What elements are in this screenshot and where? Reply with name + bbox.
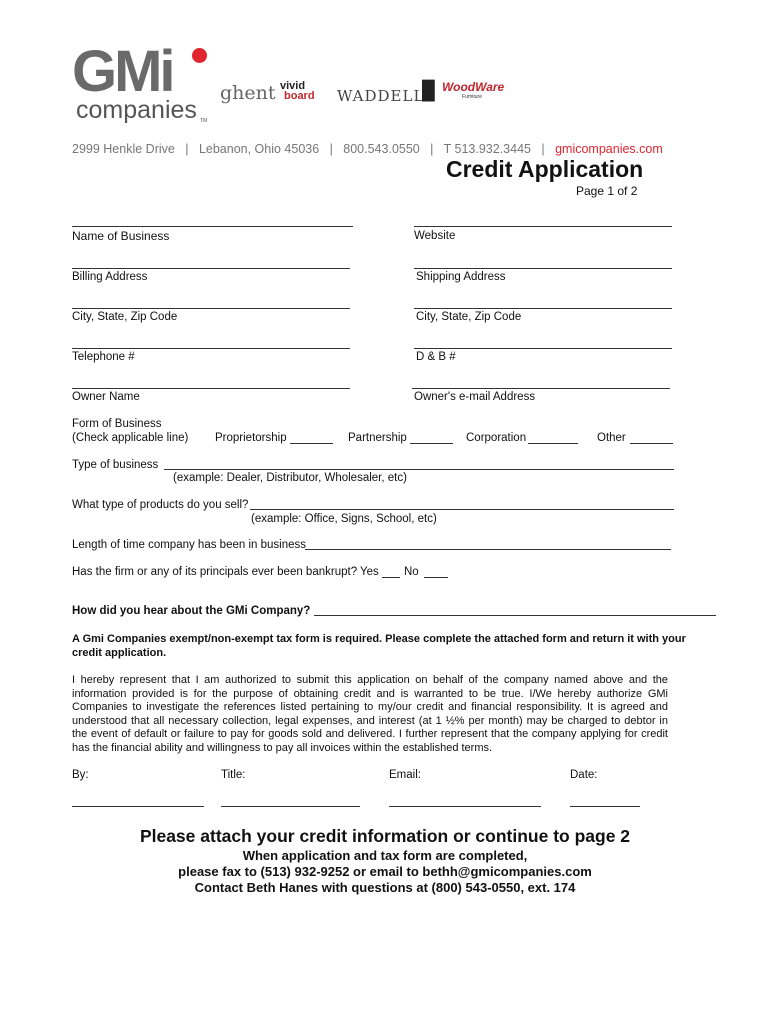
option-partnership: Partnership bbox=[348, 432, 407, 444]
other-line[interactable] bbox=[630, 443, 673, 444]
partnership-line[interactable] bbox=[410, 443, 453, 444]
logo-dot bbox=[192, 48, 207, 63]
address-web[interactable]: gmicompanies.com bbox=[555, 142, 663, 156]
title-label: Title: bbox=[221, 769, 246, 781]
date-label: Date: bbox=[570, 769, 598, 781]
owner-email-label: Owner's e-mail Address bbox=[414, 391, 536, 403]
brand-woodware: WoodWare bbox=[442, 80, 505, 94]
address-bar bbox=[72, 142, 663, 156]
address-tel: T 513.932.3445 bbox=[443, 142, 531, 156]
logo-main: GMi bbox=[72, 39, 173, 104]
products-label: What type of products do you sell? bbox=[72, 499, 249, 511]
footer-line1: When application and tax form are completed, bbox=[242, 848, 528, 863]
address-sep: | bbox=[430, 142, 434, 156]
title-line[interactable] bbox=[221, 806, 360, 807]
by-line[interactable] bbox=[72, 806, 204, 807]
footer-headline: Please attach your credit information or continue to page 2 bbox=[139, 826, 631, 846]
bankrupt-no-label: No bbox=[404, 566, 419, 578]
option-proprietorship: Proprietorship bbox=[215, 432, 287, 444]
brand-waddell: WADDELL bbox=[337, 87, 425, 105]
shipping-line[interactable] bbox=[414, 268, 672, 269]
type-of-business-example: (example: Dealer, Distributor, Wholesaler, etc) bbox=[173, 472, 407, 484]
hear-line[interactable] bbox=[314, 615, 716, 616]
address-sep: | bbox=[329, 142, 333, 156]
date-line[interactable] bbox=[570, 806, 640, 807]
website-line[interactable] bbox=[414, 226, 672, 227]
products-example: (example: Office, Signs, School, etc) bbox=[251, 513, 437, 525]
address-city: Lebanon, Ohio 45036 bbox=[198, 142, 320, 156]
form-of-business-hint: (Check applicable line) bbox=[72, 432, 189, 444]
length-label: Length of time company has been in business bbox=[72, 539, 306, 551]
option-corporation: Corporation bbox=[466, 432, 527, 444]
address-phone: 800.543.0550 bbox=[343, 142, 420, 156]
city-left-label: City, State, Zip Code bbox=[72, 311, 178, 323]
hear-label: How did you hear about the GMi Company? bbox=[72, 605, 311, 617]
address-sep: | bbox=[185, 142, 189, 156]
products-line[interactable] bbox=[250, 509, 674, 510]
logo-tm: TM bbox=[200, 118, 208, 124]
type-of-business-label: Type of business bbox=[72, 459, 159, 471]
type-of-business-line[interactable] bbox=[164, 469, 674, 470]
brand-ghent: ghent bbox=[220, 82, 276, 104]
option-other: Other bbox=[597, 432, 626, 444]
shipping-label: Shipping Address bbox=[416, 271, 506, 283]
length-line[interactable] bbox=[305, 549, 671, 550]
footer-line3: Contact Beth Hanes with questions at (800) 543-0550, ext. 174 bbox=[194, 880, 576, 895]
gmi-logo bbox=[72, 39, 212, 134]
address-sep: | bbox=[541, 142, 545, 156]
tax-notice: A Gmi Companies exempt/non-exempt tax form is required. Please complete the attached form and return it with your credit application. bbox=[72, 633, 686, 659]
page-title: Credit Application bbox=[446, 156, 644, 182]
brand-vivid-bottom: board bbox=[284, 90, 315, 102]
bankrupt-yes-line[interactable] bbox=[382, 577, 400, 578]
brand-vivid-top: vivid bbox=[280, 80, 306, 92]
dnb-line[interactable] bbox=[414, 348, 672, 349]
page-number: Page 1 of 2 bbox=[576, 184, 638, 198]
owner-email-line[interactable] bbox=[412, 388, 670, 389]
email-label: Email: bbox=[389, 769, 421, 781]
website-label: Website bbox=[414, 230, 456, 242]
dnb-label: D & B # bbox=[416, 351, 456, 363]
woodware-icon: █ bbox=[422, 80, 435, 100]
telephone-line[interactable] bbox=[72, 348, 350, 349]
address-street: 2999 Henkle Drive bbox=[72, 142, 175, 156]
corporation-line[interactable] bbox=[528, 443, 578, 444]
authorization-text: I hereby represent that I am authorized to submit this application on behalf of the company named above and the information provided is for the purpose of obtaining credit and is warranted to be true. I/We hereby authorize GMi Companies to investigate the references listed pertaining to my/our credit and financial responsibility. It is agreed and understood that all necessary collection, legal expenses, and interest (at 1 ½% per month) may be charged to debtor in the event of default or failure to pay for goods sold and delivered. I further represent that the company applying for credit has the financial ability and willingness to pay all invoices within the established terms. bbox=[72, 674, 668, 754]
owner-line[interactable] bbox=[72, 388, 350, 389]
proprietorship-line[interactable] bbox=[290, 443, 333, 444]
city-left-line[interactable] bbox=[72, 308, 350, 309]
form-of-business-label: Form of Business bbox=[72, 418, 162, 430]
email-line[interactable] bbox=[389, 806, 541, 807]
billing-line[interactable] bbox=[72, 268, 350, 269]
business-name-line[interactable] bbox=[72, 226, 353, 227]
by-label: By: bbox=[72, 769, 89, 781]
footer-line2: please fax to (513) 932-9252 or email to bethh@gmicompanies.com bbox=[178, 864, 592, 879]
bankrupt-question: Has the firm or any of its principals ever been bankrupt? bbox=[72, 566, 358, 578]
bankrupt-no-line[interactable] bbox=[424, 577, 448, 578]
city-right-line[interactable] bbox=[414, 308, 672, 309]
bankrupt-yes-label: Yes bbox=[360, 566, 379, 578]
business-name-label: Name of Business bbox=[72, 229, 170, 243]
billing-label: Billing Address bbox=[72, 271, 148, 283]
owner-label: Owner Name bbox=[72, 391, 140, 403]
city-right-label: City, State, Zip Code bbox=[416, 311, 522, 323]
logo-sub: companies bbox=[76, 96, 197, 124]
telephone-label: Telephone # bbox=[72, 351, 135, 363]
brand-woodware-sub: Furniture bbox=[462, 94, 483, 100]
